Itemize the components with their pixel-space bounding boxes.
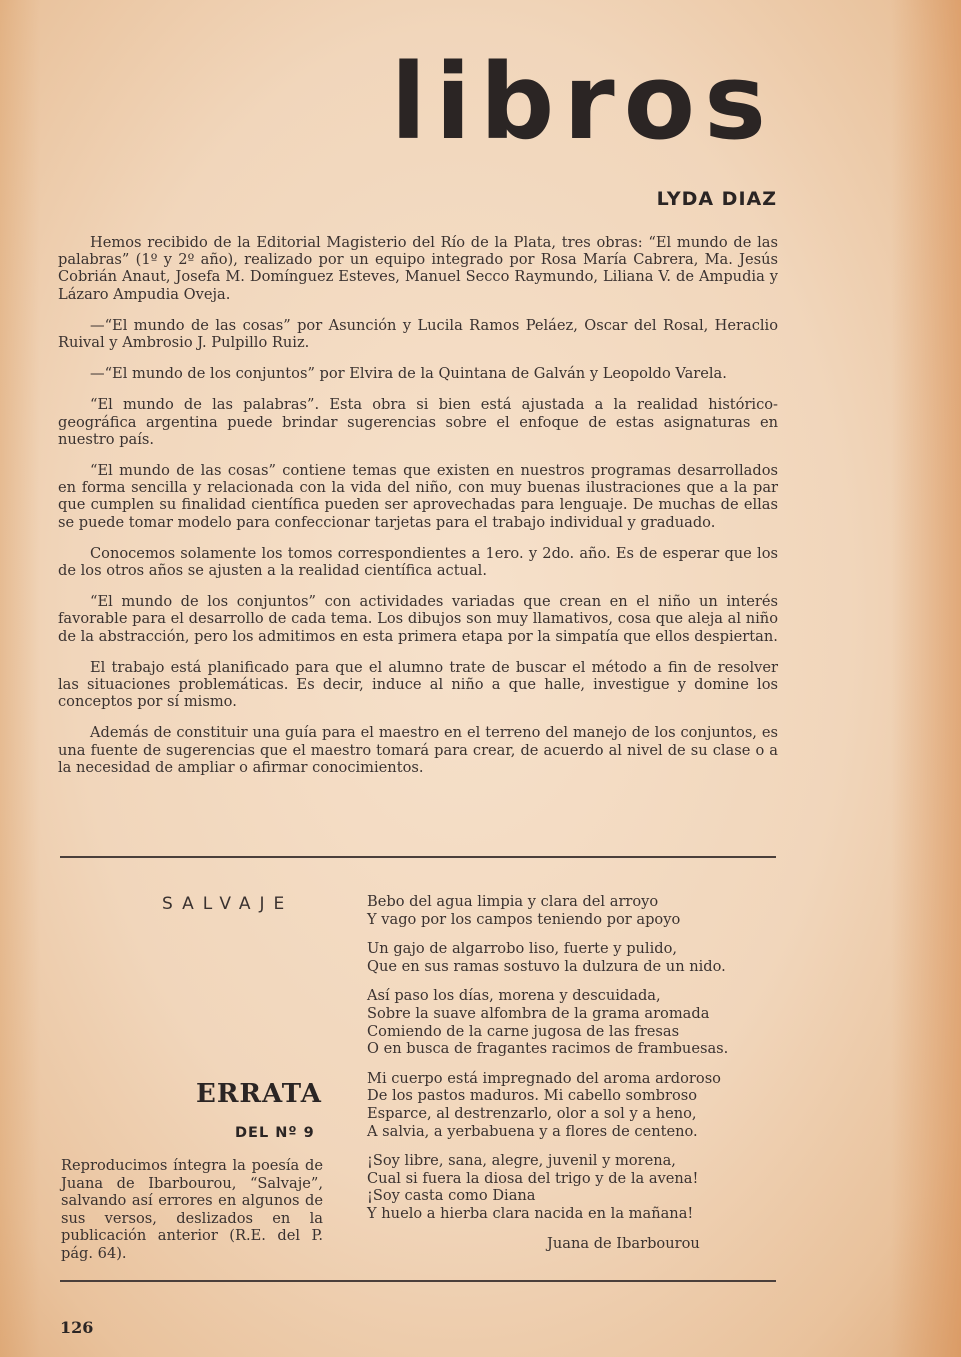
poem [367,893,787,1252]
poem-line: Mi cuerpo está impregnado del aroma ardoroso [367,1069,721,1087]
article-paragraph: “El mundo de los conjuntos” con actividades variadas que crean en el niño un interés favorable para el desarrollo de cada tema. Los dibujos son muy llamativos, cosa que aleja al niño de la abstracción, pero los admitimos en esta primera etapa por la simpatía que ellos despiertan. [58,593,778,645]
poem-line: Cual si fuera la diosa del trigo y de la avena! [367,1169,699,1187]
article-author: LYDA DIAZ [656,188,777,210]
poem-line: Comiendo de la carne jugosa de las fresas [367,1022,680,1040]
article-paragraph: —“El mundo de los conjuntos” por Elvira de la Quintana de Galván y Leopoldo Varela. [90,365,727,383]
book-review-article [58,234,778,790]
poem-line: Bebo del agua limpia y clara del arroyo [367,893,659,910]
section-title: libros [390,41,775,163]
article-paragraph: El trabajo está planificado para que el alumno trate de buscar el método a fin de resolver las situaciones problemáticas. Es decir, induce al niño a que halle, investigue y domine los conceptos por sí mismo. [58,658,778,711]
page-number: 126 [60,1318,94,1337]
poem-author: Juana de Ibarbourou [547,1234,700,1252]
errata-title: ERRATA [196,1079,322,1109]
section-divider [60,856,776,858]
poem-line: O en busca de fragantes racimos de frambuesas. [367,1040,729,1058]
poem-line: De los pastos maduros. Mi cabello sombroso [367,1087,698,1105]
article-paragraph: “El mundo de las palabras”. Esta obra si bien está ajustada a la realidad histórico-geográfica argentina puede brindar sugerencias sobre el enfoque de estas asignaturas en nuestro país. [58,396,778,448]
poem-line: ¡Soy libre, sana, alegre, juvenil y morena, [367,1152,676,1170]
poem-stanza [367,893,787,928]
poem-line: ¡Soy casta como Diana [367,1187,536,1205]
poem-title: SALVAJE [162,894,294,914]
poem-line: Sobre la suave alfombra de la grama aromada [367,1004,710,1022]
poem-stanza [367,987,787,1057]
article-paragraph: —“El mundo de las cosas” por Asunción y Lucila Ramos Peláez, Oscar del Rosal, Heraclio Ruival y Ambrosio J. Pulpillo Ruiz. [58,316,778,352]
article-paragraph: Conocemos solamente los tomos correspondientes a 1ero. y 2do. año. Es de esperar que los de los otros años se ajusten a la realidad científica actual. [58,544,778,580]
poem-stanza [367,1070,787,1140]
article-paragraph: Hemos recibido de la Editorial Magisterio del Río de la Plata, tres obras: “El mundo de las palabras” (1º y 2º año), realizado por un equipo integrado por Rosa María Cabrera, Ma. Jesús Cobrián Anaut, Josefa M. Domínguez Esteves, Manuel Secco Raymundo, Liliana V. de Ampudia y Lázaro Ampudia Oveja. [58,234,778,303]
poem-stanza [367,1152,787,1222]
article-paragraph: “El mundo de las cosas” contiene temas que existen en nuestros programas desarrollados en forma sencilla y relacionada con la vida del niño, con muy buenas ilustraciones que a la par que cumplen su finalidad científica pueden ser aprovechadas para lenguaje. De muchas de ellas se puede tomar modelo para confeccionar tarjetas para el trabajo individual y graduado. [58,462,778,531]
errata-subtitle: DEL Nº 9 [235,1125,315,1141]
paper-edge-left [0,0,40,1357]
poem-line: Y vago por los campos teniendo por apoyo [367,910,681,928]
poem-line: Que en sus ramas sostuvo la dulzura de un nido. [367,957,726,975]
errata-text: Reproducimos íntegra la poesía de Juana de Ibarbourou, “Salvaje”, salvando así errores en algunos de sus versos, deslizados en la publicación anterior (R.E. del P. pág. 64). [61,1157,323,1262]
poem-line: Así paso los días, morena y descuidada, [367,987,661,1005]
poem-line: A salvia, a yerbabuena y a flores de centeno. [367,1122,698,1140]
poem-stanza [367,940,787,975]
article-paragraph: Además de constituir una guía para el maestro en el terreno del manejo de los conjuntos, es una fuente de sugerencias que el maestro tomará para crear, de acuerdo al nivel de su clase o a la necesidad de ampliar o afirmar conocimientos. [58,724,778,776]
bottom-divider [60,1280,776,1282]
poem-line: Y huelo a hierba clara nacida en la mañana! [367,1204,694,1222]
poem-line: Esparce, al destrenzarlo, olor a sol y a heno, [367,1104,697,1122]
poem-line: Un gajo de algarrobo liso, fuerte y pulido, [367,940,678,958]
paper-edge-right [891,0,961,1357]
